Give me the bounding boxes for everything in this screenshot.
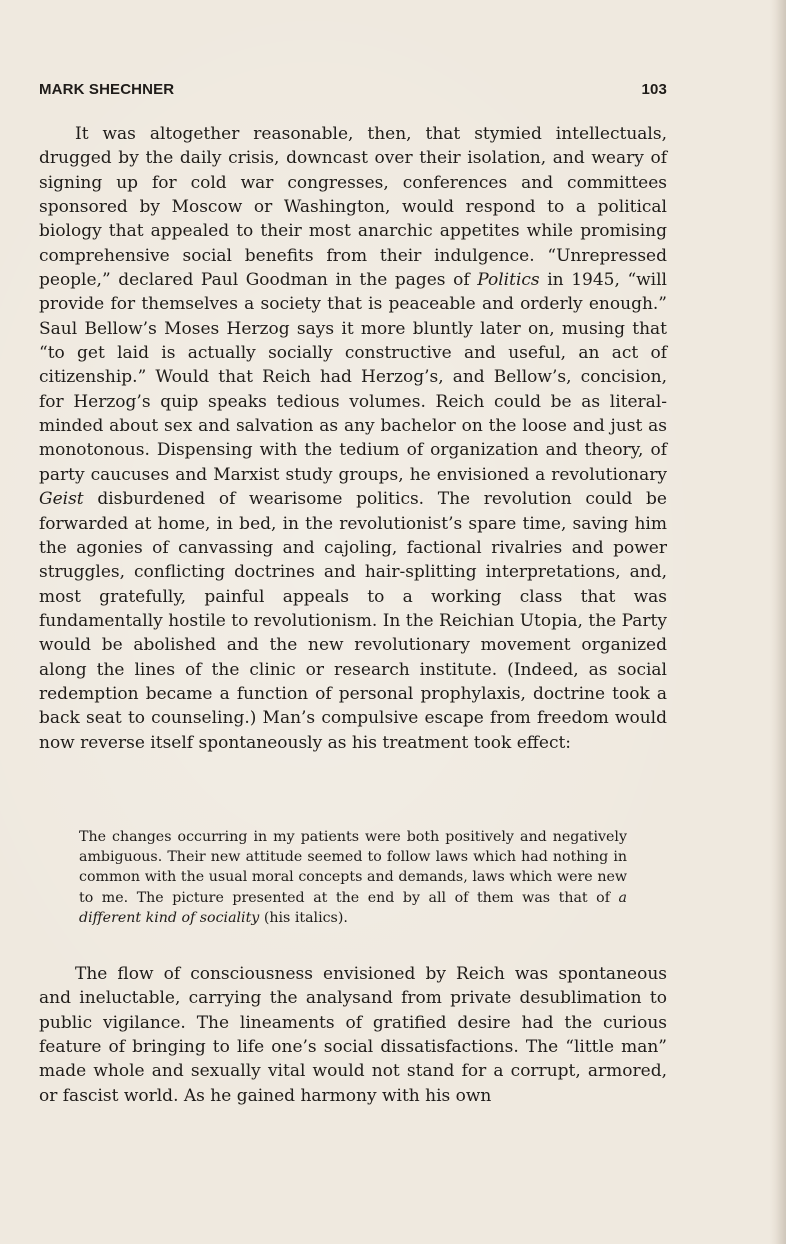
paragraph-text-part-3: disburdened of wearisome politics. The revolution could be forwarded at home, in bed, in the revolutionist’s spare time, saving him the agonies of canvassing and cajoling, factional rivalries and power struggles, conflicting doctrines and hair-splitting interpretations, and, most gratefully, painful appeals to a working class that was fundamentally hostile to revolutionism. In the Reichian Utopia, the Party would be abolished and the new revolutionary movement organized along the lines of the clinic or research institute. (Indeed, as social redemption became a function of personal prophylaxis, doctrine took a back seat to counseling.) Man’s compulsive escape from freedom would now reverse itself spontaneously as his treatment took effect:: [39, 489, 667, 753]
quote-text-part-1: The changes occurring in my patients were both positively and negatively ambiguous. Their new attitude seemed to follow laws which had nothing in common with the usual moral concepts and demands, laws which were new to me. The picture presented at the end by all of them was that of: [79, 829, 627, 906]
main-paragraph: [39, 122, 667, 755]
quote-text-part-2: (his italics).: [259, 909, 348, 926]
block-quote: [79, 827, 627, 928]
page-edge-shadow: [770, 0, 786, 1244]
geist-term: Geist: [39, 489, 84, 510]
paragraph-text: [39, 122, 667, 755]
page-number: 103: [641, 80, 667, 98]
politics-journal-title: Politics: [477, 270, 540, 291]
running-head-author: MARK SHECHNER: [39, 80, 175, 98]
running-header: [39, 77, 667, 101]
continuation-text: The flow of consciousness envisioned by Reich was spontaneous and ineluctable, carrying the analysand from private desublimation to public vigilance. The lineaments of gratified desire had the curious feature of bringing to life one’s social dissatisfactions. The “little man” made whole and sexually vital would not stand for a corrupt, armored, or fascist world. As he gained harmony with his own: [39, 964, 667, 1106]
paragraph-text-part-1: It was altogether reasonable, then, that stymied intellectuals, drugged by the daily crisis, downcast over their isolation, and weary of signing up for cold war congresses, conferences and committees sponsored by Moscow or Washington, would respond to a political biology that appealed to their most anarchic appetites while promising comprehensive social benefits from their indulgence. “Unrepressed people,” declared Paul Goodman in the pages of: [39, 124, 667, 291]
paragraph-text-part-2: in 1945, “will provide for themselves a society that is peaceable and orderly enough.” Saul Bellow’s Moses Herzog says it more bluntly later on, musing that “to get laid is actually socially constructive and useful, an act of citizenship.” Would that Reich had Herzog’s, and Bellow’s, concision, for Herzog’s quip speaks tedious volumes. Reich could be as literal-minded about sex and salvation as any bachelor on the loose and just as monotonous. Dispensing with the tedium of organization and theory, of party caucuses and Marxist study groups, he envisioned a revolutionary: [39, 270, 667, 485]
quote-italic-phrase: a different kind of sociality: [79, 889, 627, 926]
continuation-paragraph: [39, 962, 667, 1108]
quote-text: [79, 827, 627, 928]
